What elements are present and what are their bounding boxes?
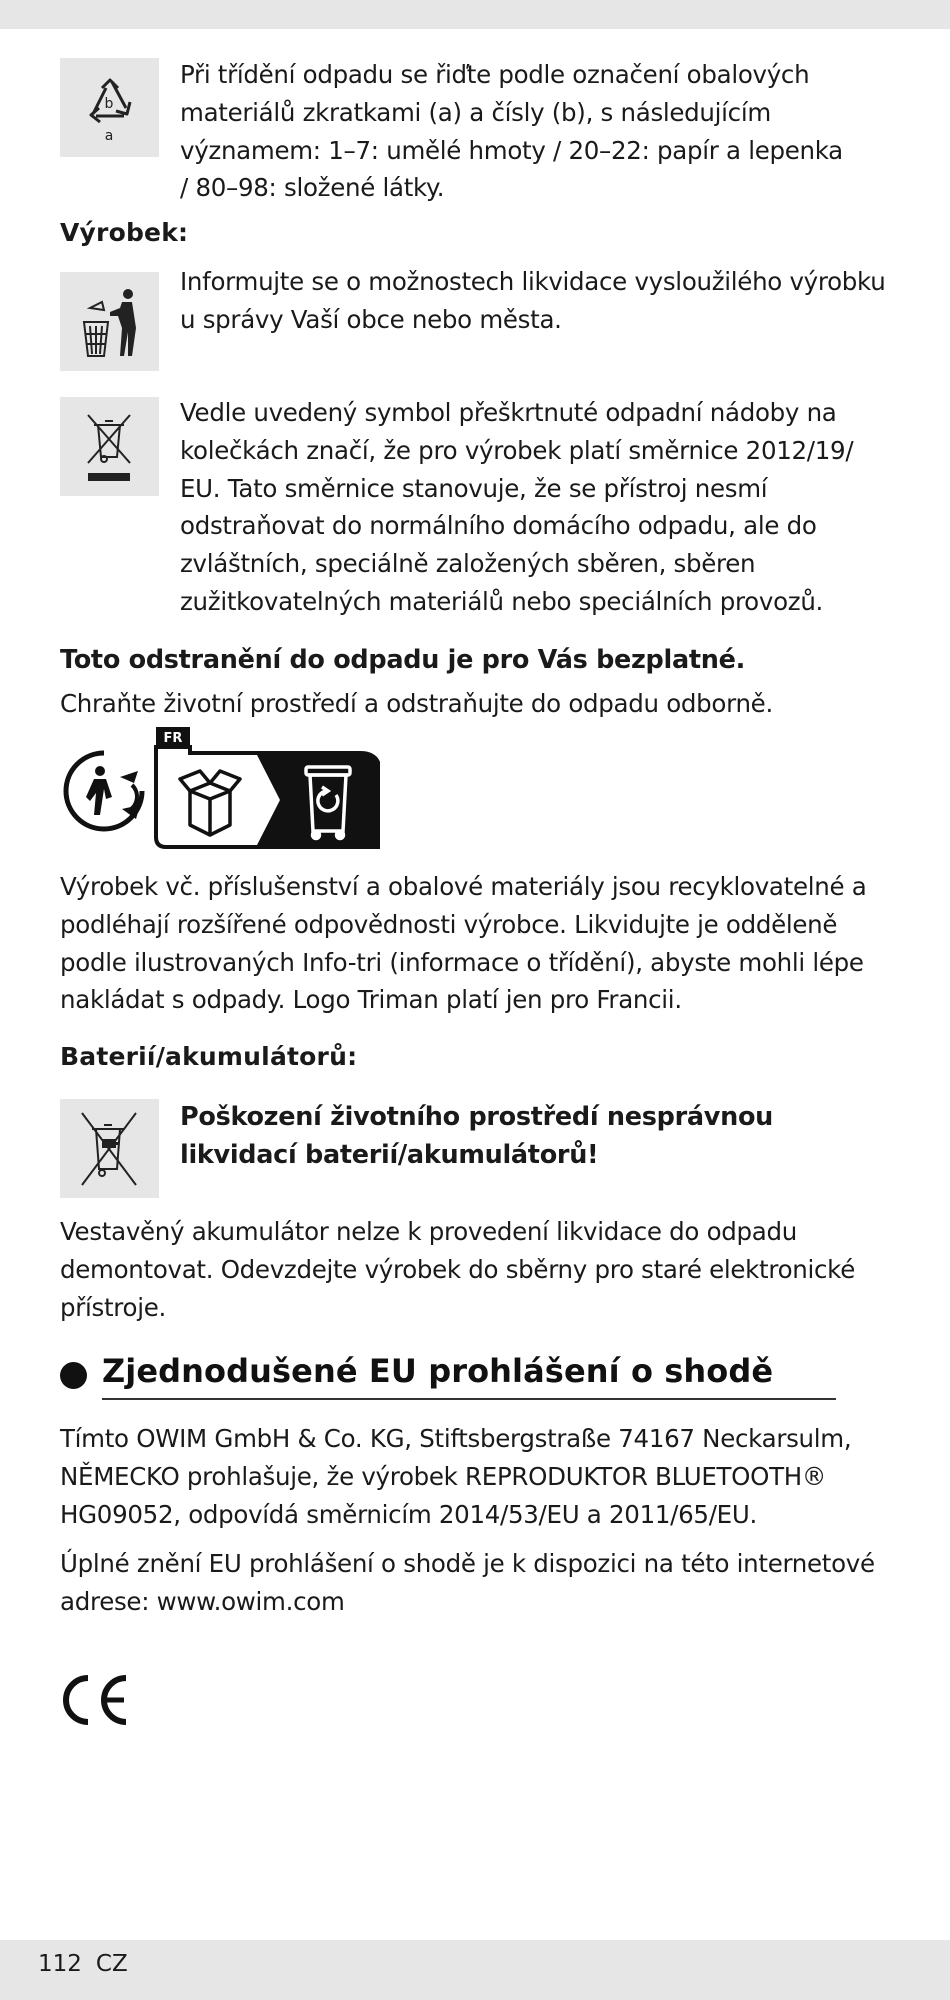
footer-bar [0,1940,950,2000]
text-line: nakládat s odpady. Logo Triman platí jen pro Francii. [60,985,682,1015]
text-line: HG09052, odpovídá směrnicím 2014/53/EU a 2011/65/EU. [60,1499,757,1529]
text-line: Výrobek vč. příslušenství a obalové materiály jsou recyklovatelné a [60,872,867,901]
top-bar [0,0,950,29]
ce-mark-icon [60,1672,130,1728]
battery-warning [180,1099,895,1175]
text-line: podle ilustrovaných Info-tri (informace o třídění), abyste mohli lépe [60,947,864,977]
text-line: / 80–98: složené látky. [180,173,445,203]
disposal-text [180,263,895,339]
language-code: CZ [95,1951,128,1977]
text-line: u správy Vaší obce nebo města. [180,304,562,334]
text-line: Úplné znění EU prohlášení o shodě je k dispozici na této internetové [60,1549,875,1578]
product-heading: Výrobek: [60,218,189,247]
triman-text [60,868,900,1019]
text-line: Tímto OWIM GmbH & Co. KG, Stiftsbergstraße 74167 Neckarsulm, [60,1424,852,1453]
declaration-heading-row [60,1352,780,1400]
heading-underline [102,1398,836,1400]
bullet-dot-icon [60,1362,87,1389]
text-line: materiálů zkratkami (a) a čísly (b), s následujícím [180,97,771,127]
text-line: podléhají rozšířené odpovědnosti výrobce. Likvidujte je odděleně [60,909,838,939]
recycling-triangle-icon [60,58,159,157]
text-line: Vedle uvedený symbol přeškrtnuté odpadní nádoby na [180,398,837,427]
recycle-label-b: b [104,96,114,112]
battery-text [60,1213,900,1326]
text-line: demontovat. Odevzdejte výrobek do sběrny pro staré elektronické [60,1254,855,1284]
text-line: zužitkovatelných materiálů nebo speciálních provozů. [180,586,824,616]
declaration-paragraph-1 [60,1420,900,1533]
free-disposal-bold: Toto odstranění do odpadu je pro Vás bezplatné. [60,645,745,675]
text-line: zvláštních, speciálně založených sběren, sběren [180,549,756,579]
packaging-text [180,56,895,207]
text-line: Vestavěný akumulátor nelze k provedení likvidace do odpadu [60,1217,797,1246]
text-line: EU. Tato směrnice stanovuje, že se přístroj nesmí [180,473,768,503]
text-line: odstraňovat do normálního domácího odpadu, ale do [180,511,817,541]
page-footer [38,1951,142,1977]
declaration-heading: Zjednodušené EU prohlášení o shodě [102,1352,774,1390]
text-line: přístroje. [60,1292,166,1322]
triman-country-tag: FR [163,731,183,746]
crossed-out-wheelie-bin-icon [60,397,159,496]
weee-text [180,394,895,621]
crossed-out-battery-bin-icon [60,1099,159,1198]
text-line: kolečkách značí, že pro výrobek platí směrnice 2012/19/ [180,435,854,465]
text-line: významem: 1–7: umělé hmoty / 20–22: papír a lepenka [180,135,843,165]
text-line: adrese: www.owim.com [60,1586,345,1616]
recycle-label-a: a [104,128,114,144]
text-line: Poškození životního prostředí nesprávnou [180,1102,774,1132]
page-number: 112 [38,1951,82,1977]
declaration-paragraph-2 [60,1545,900,1621]
free-disposal-text: Chraňte životní prostředí a odstraňujte do odpadu odborně. [60,689,773,718]
batteries-heading: Baterií/akumulátorů: [60,1042,358,1071]
person-trash-bin-icon [60,272,159,371]
triman-figure-icon [66,753,142,829]
text-line: Informujte se o možnostech likvidace vysloužilého výrobku [180,267,886,296]
text-line: Při třídění odpadu se řiďte podle označení obalových [180,60,810,89]
triman-logo-icon [60,727,380,851]
text-line: NĚMECKO prohlašuje, že výrobek REPRODUKTOR BLUETOOTH® [60,1461,827,1491]
cardboard-box-icon [180,771,240,835]
text-line: likvidací baterií/akumulátorů! [180,1139,599,1170]
